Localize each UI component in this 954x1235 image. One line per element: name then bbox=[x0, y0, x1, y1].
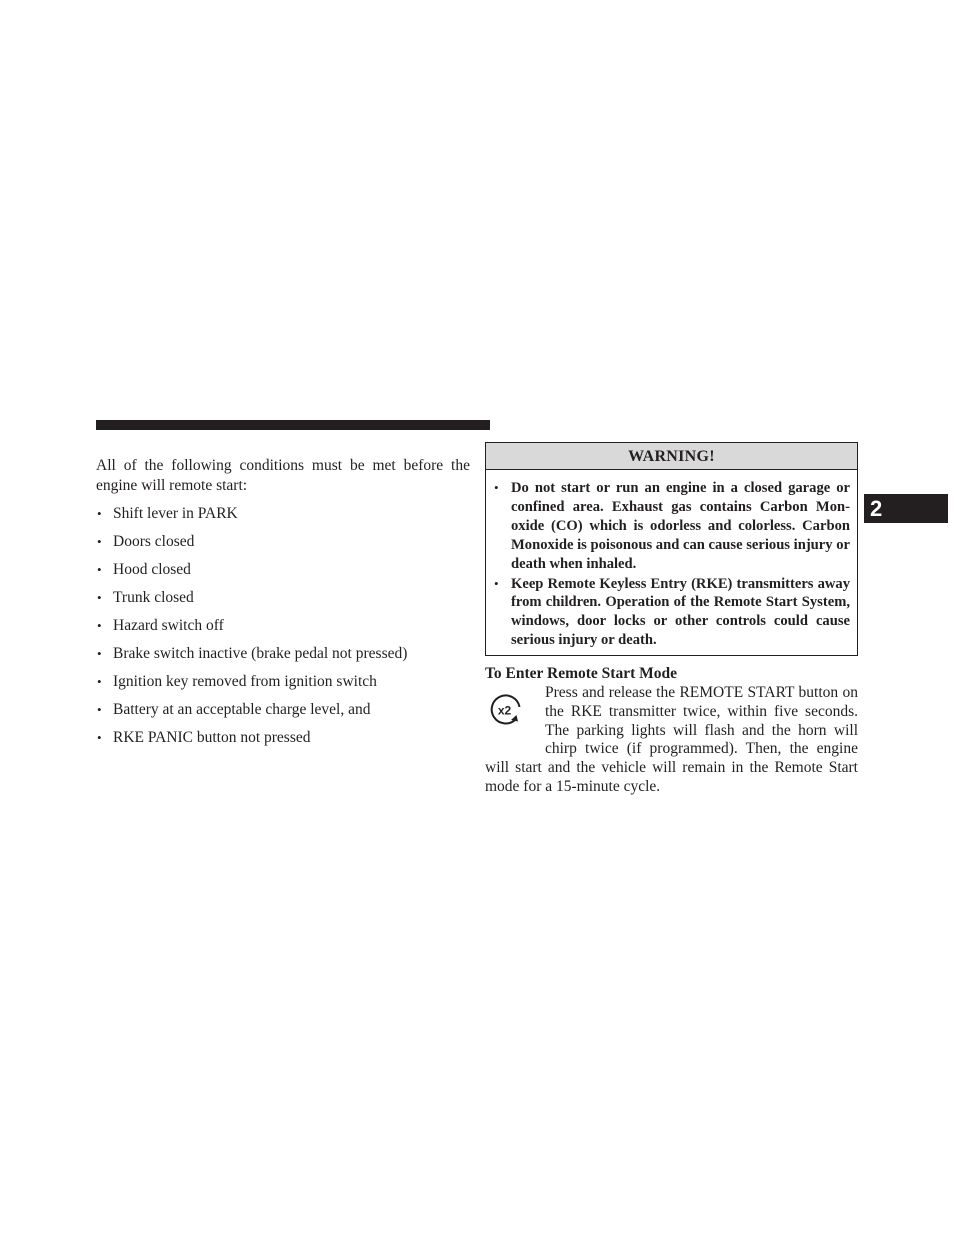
condition-item: • Battery at an acceptable charge level, and bbox=[96, 700, 470, 728]
condition-item: • RKE PANIC button not pressed bbox=[96, 728, 470, 756]
remote-start-heading: To Enter Remote Start Mode bbox=[485, 665, 677, 682]
remote-start-x2-icon bbox=[485, 690, 545, 746]
remote-start-text: Press and release the REMOTE START button on the RKE transmitter twice, within five seconds. The parking lights will flash and the horn will chirp twice (if programmed). Then, the engine will start and the vehicle will remain in the Remote Start mode for a 15-minute cycle. bbox=[485, 684, 858, 795]
warning-list bbox=[486, 470, 857, 650]
condition-item: • Doors closed bbox=[96, 532, 470, 560]
x2-icon-label: x2 bbox=[497, 703, 512, 718]
condition-item: • Hazard switch off bbox=[96, 616, 470, 644]
section-top-rule bbox=[96, 420, 490, 430]
left-column bbox=[96, 456, 470, 756]
warning-title: WARNING! bbox=[486, 443, 857, 470]
warning-box bbox=[485, 442, 858, 656]
remote-start-section bbox=[485, 664, 858, 797]
conditions-list bbox=[96, 504, 470, 756]
conditions-intro: All of the following conditions must be met before the engine will remote start: bbox=[96, 457, 470, 494]
condition-item: • Brake switch inactive (brake pedal not pressed) bbox=[96, 644, 470, 672]
condition-item: • Hood closed bbox=[96, 560, 470, 588]
condition-item: • Trunk closed bbox=[96, 588, 470, 616]
chapter-tab: 2 bbox=[864, 494, 948, 523]
warning-item: • Keep Remote Keyless Entry (RKE) transmitters away from children. Operation of the Remote Start System, windows, door locks or other controls could cause serious injury or death. bbox=[494, 575, 850, 651]
condition-item: • Ignition key removed from ignition switch bbox=[96, 672, 470, 700]
warning-item: • Do not start or run an engine in a closed garage or confined area. Exhaust gas contains Carbon Monoxide (CO) which is odorless and colorless. Carbon Monoxide is poisonous and can cause serious injury or death when inhaled. bbox=[494, 479, 850, 574]
condition-item: • Shift lever in PARK bbox=[96, 504, 470, 532]
